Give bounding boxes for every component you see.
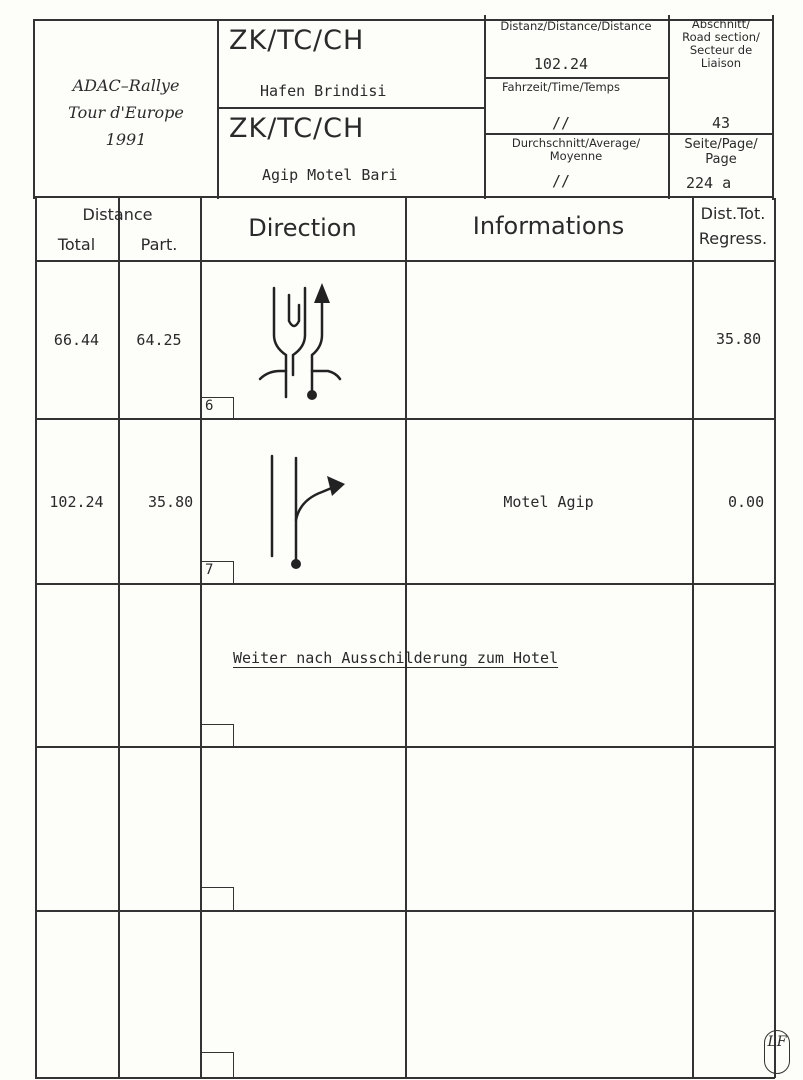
time-label: Fahrzeit/Time/Temps xyxy=(502,80,620,94)
section-label: Abschnitt/ Road section/ Secteur de Liaison xyxy=(682,17,760,70)
row-part: 64.25 xyxy=(136,331,182,349)
row-info: Weiter nach Ausschilderung zum Hotel xyxy=(233,649,559,667)
col-part: Part. xyxy=(140,235,178,254)
rally-title: ADAC–Rallye xyxy=(72,76,180,95)
start-location: Hafen Brindisi xyxy=(260,82,387,100)
rally-subtitle: Tour d'Europe xyxy=(68,103,184,122)
row-regress: 0.00 xyxy=(728,493,765,511)
rally-year: 1991 xyxy=(105,130,147,149)
col-informations: Informations xyxy=(472,212,625,240)
time-value: // xyxy=(551,114,571,132)
row-regress: 35.80 xyxy=(716,330,762,348)
row-number xyxy=(202,887,234,911)
section-value: 43 xyxy=(711,114,731,132)
average-label: Durchschnitt/Average/ Moyenne xyxy=(511,136,641,163)
col-regress: Dist.Tot. Regress. xyxy=(698,204,768,248)
row-part: 35.80 xyxy=(148,493,194,511)
col-distance: Distance xyxy=(82,205,153,224)
distance-value: 102.24 xyxy=(533,55,589,73)
average-value: // xyxy=(551,172,571,190)
row-number: 7 xyxy=(202,561,234,584)
row-total: 66.44 xyxy=(53,331,100,349)
control-top: ZK/TC/CH xyxy=(229,25,365,56)
row-number xyxy=(202,724,234,747)
page-value: 224 a xyxy=(686,174,732,192)
page-label: Seite/Page/ Page xyxy=(684,137,758,167)
row-number: 6 xyxy=(202,397,234,419)
control-bottom: ZK/TC/CH xyxy=(229,113,365,144)
col-direction: Direction xyxy=(248,214,357,242)
col-total: Total xyxy=(57,235,96,254)
fork-right-icon xyxy=(250,448,360,578)
row-total: 102.24 xyxy=(49,493,104,511)
distance-label: Distanz/Distance/Distance xyxy=(500,19,652,33)
initials-stamp: LF xyxy=(764,1030,790,1074)
end-location: Agip Motel Bari xyxy=(262,166,398,184)
row-info: Motel Agip xyxy=(503,493,594,511)
row-number xyxy=(202,1052,234,1078)
crossroads-straight-icon xyxy=(250,275,350,410)
